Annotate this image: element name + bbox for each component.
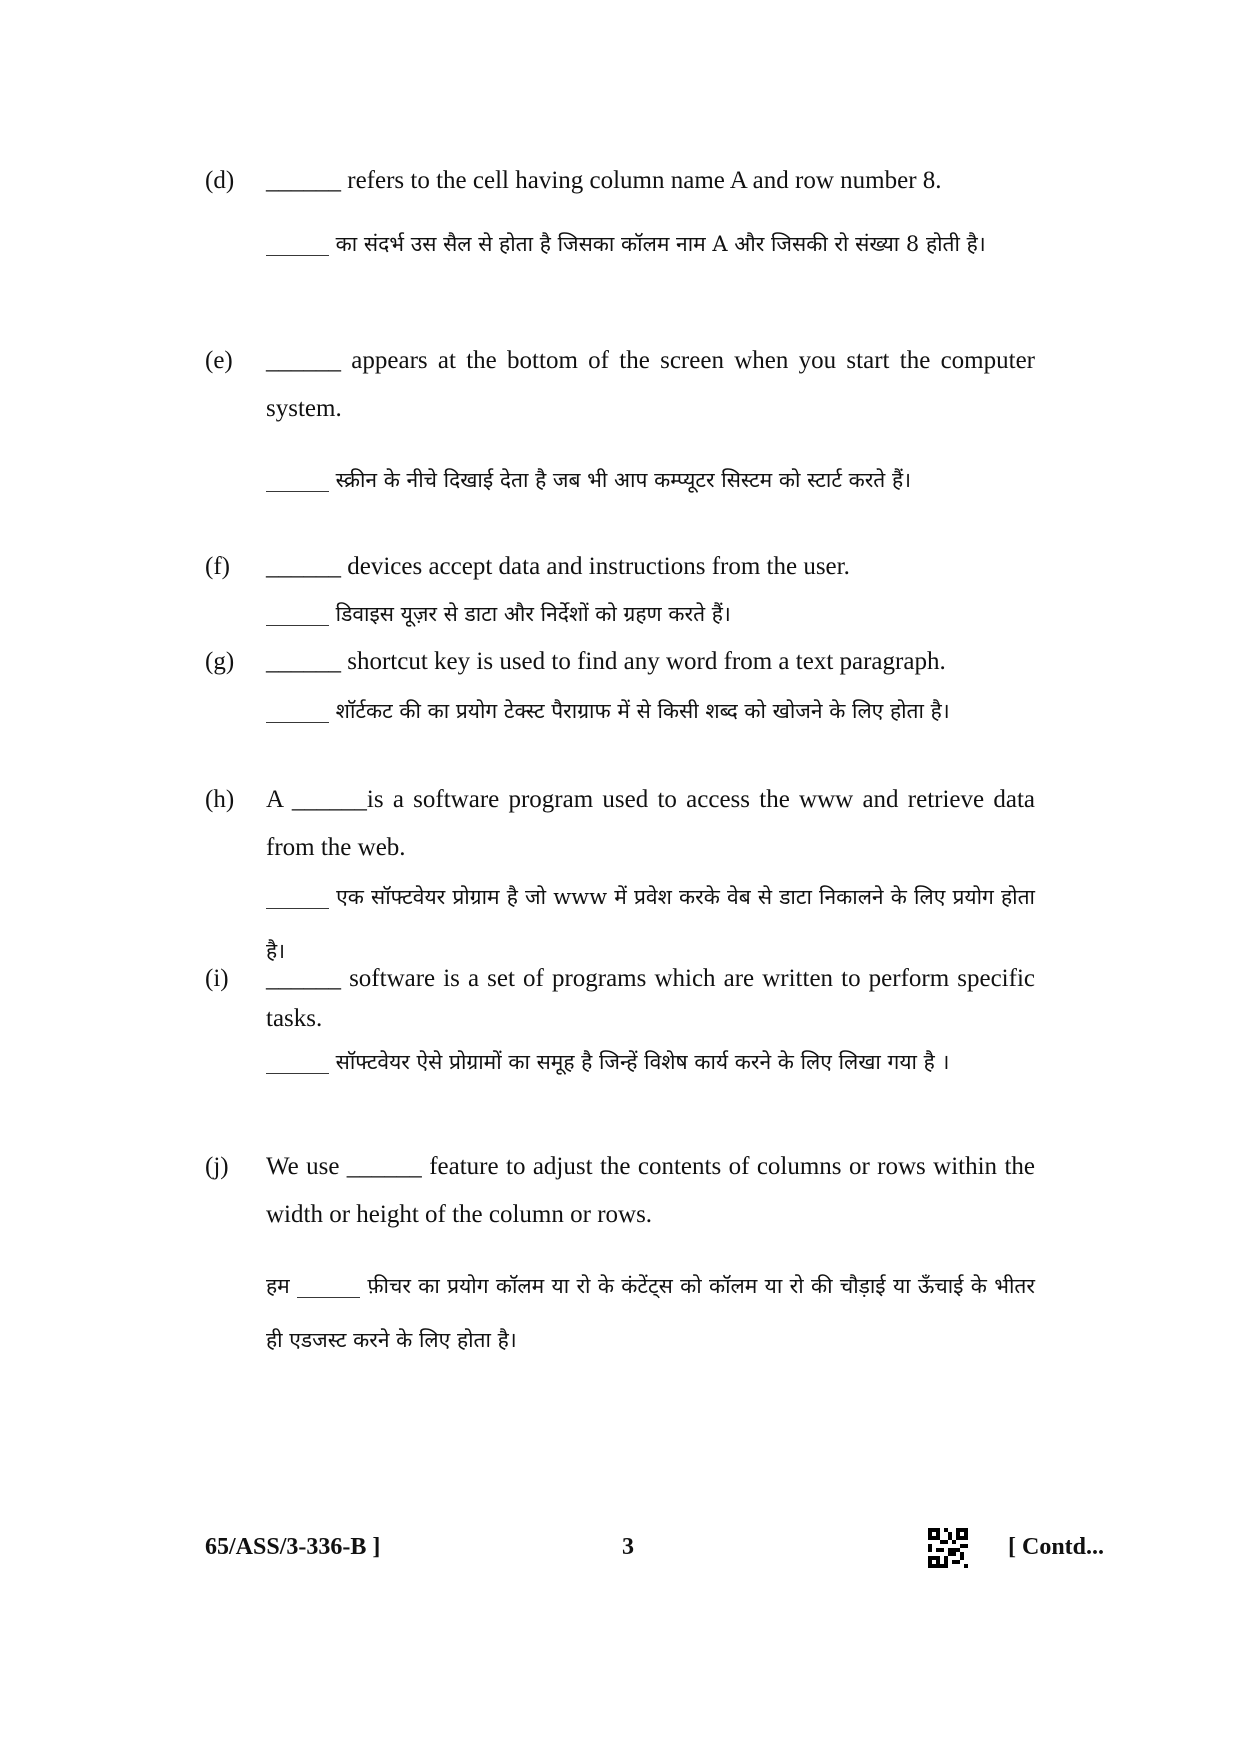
page-footer [0, 1528, 1240, 1568]
continued-label: [ Contd... [1008, 1534, 1105, 1560]
question-body [266, 955, 1035, 1089]
question-body [266, 157, 1035, 271]
question-body [266, 776, 1035, 978]
question-number: (i) [205, 965, 229, 992]
question-text-hi: ______ स्क्रीन के नीचे दिखाई देता है जब भी आप कम्प्यूटर सिस्टम को स्टार्ट करते हैं। [266, 468, 912, 492]
question-text-en: We use ______ feature to adjust the contents of columns or rows within the width or height of the column or rows. [266, 1153, 1035, 1228]
question-text-hi: ______ एक सॉफ्टवेयर प्रोग्राम है जो www में प्रवेश करके वेब से डाटा निकालने के लिए प्रयोग होता है। [266, 885, 1035, 963]
question-text-hi: ______ सॉफ्टवेयर ऐसे प्रोग्रामों का समूह है जिन्हें विशेष कार्य करने के लिए लिखा गया है । [266, 1050, 950, 1074]
question-text-hi: हम ______ फ़ीचर का प्रयोग कॉलम या रो के कंटेंट्स को कॉलम या रो की चौड़ाई या ऊँचाई के भीतर ही एडजस्ट करने के लिए होता है। [266, 1274, 1035, 1352]
question-text-en: ______ appears at the bottom of the screen when you start the computer system. [266, 347, 1035, 422]
qr-code-icon [928, 1528, 968, 1568]
question-body [266, 337, 1035, 507]
question-text-en: ______ software is a set of programs which are written to perform specific tasks. [266, 965, 1035, 1032]
paper-code: 65/ASS/3-336-B ] [205, 1534, 381, 1560]
question-text-hi: ______ का संदर्भ उस सैल से होता है जिसका कॉलम नाम A और जिसकी रो संख्या 8 होती है। [266, 232, 986, 256]
question-text-en: ______ refers to the cell having column name A and row number 8. [266, 167, 942, 194]
question-number: (e) [205, 347, 233, 374]
question-number: (d) [205, 167, 235, 194]
question-number: (j) [205, 1153, 229, 1180]
question-text-en: ______ devices accept data and instructions from the user. [266, 553, 850, 580]
question-text-hi: ______ शॉर्टकट की का प्रयोग टेक्स्ट पैराग्राफ में से किसी शब्द को खोजने के लिए होता है। [266, 699, 950, 723]
question-text-hi: ______ डिवाइस यूज़र से डाटा और निर्देशों को ग्रहण करते हैं। [266, 602, 731, 626]
question-number: (f) [205, 553, 230, 580]
question-number: (g) [205, 648, 235, 675]
page-number: 3 [622, 1534, 634, 1560]
question-text-en: ______ shortcut key is used to find any word from a text paragraph. [266, 648, 946, 675]
question-text-en: A ______is a software program used to access the www and retrieve data from the web. [266, 786, 1035, 861]
question-body [266, 638, 1035, 738]
question-number: (h) [205, 786, 235, 813]
question-body [266, 543, 1035, 641]
question-body [266, 1143, 1035, 1367]
